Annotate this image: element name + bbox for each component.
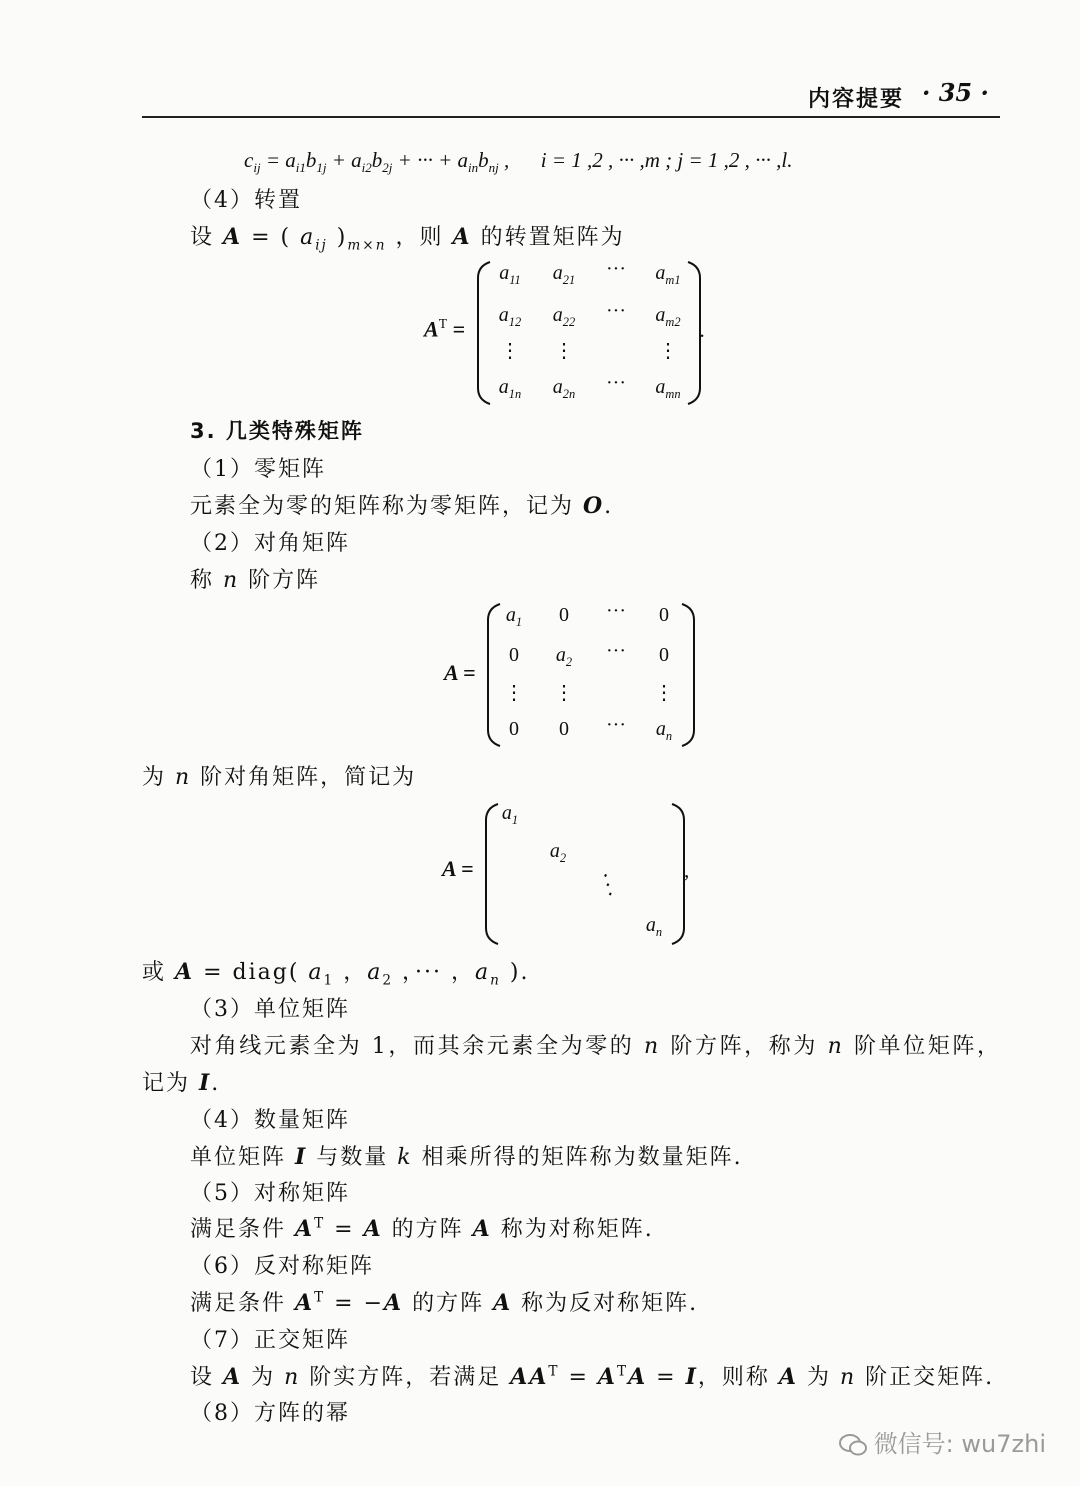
watermark [838, 1424, 1046, 1459]
heading-matrix-power: （8）方阵的幂 [190, 1401, 350, 1426]
section-3-title: 3. 几类特殊矩阵 [190, 419, 364, 443]
diag-short-lhs: A = [442, 856, 474, 881]
transpose-period: . [700, 318, 706, 342]
heading-zero-matrix: （1）零矩阵 [190, 457, 326, 482]
heading-orthogonal: （7）正交矩阵 [190, 1328, 350, 1353]
identity-definition-1: 对角线元素全为 1，而其余元素全为零的 n 阶方阵，称为 n 阶单位矩阵， [190, 1034, 1002, 1059]
heading-symmetric: （5）对称矩阵 [190, 1181, 350, 1206]
orthogonal-definition: 设 A 为 n 阶实方阵，若满足 $AA^T = A^TA = I$，则称 A 为 n 阶正交矩阵. [190, 1363, 995, 1390]
diag-lhs: A = [444, 660, 476, 685]
diagonal-after: 为 n 阶对角矩阵，简记为 [142, 765, 417, 790]
heading-identity: （3）单位矩阵 [190, 997, 350, 1022]
heading-antisymmetric: （6）反对称矩阵 [190, 1254, 374, 1279]
transpose-definition: 设 A = ( $a_{ij}$ )$_{m\times n}$ ，则 A 的转置矩阵为 [190, 224, 625, 254]
heading-transpose: （4）转置 [190, 188, 302, 213]
cij-formula: $c_{ij} = a_{i1}b_{1j} + a_{i2}b_{2j}$ + ··· + $a_{in}b_{nj}$ , i = 1 ,2 , ··· ,m ; j = 1 ,2 , ··· ,l. [244, 148, 793, 176]
watermark-text: 微信号: wu7zhi [873, 1430, 1046, 1458]
heading-diagonal-matrix: （2）对角矩阵 [190, 531, 350, 556]
wechat-icon [838, 1432, 868, 1458]
heading-scalar: （4）数量矩阵 [190, 1108, 350, 1133]
page-number: · 35 · [922, 78, 989, 107]
transpose-lhs: $A^T$ = [424, 316, 466, 342]
antisymmetric-definition: 满足条件 $A^T = -A$ 的方阵 A 称为反对称矩阵. [190, 1289, 699, 1316]
zero-matrix-definition: 元素全为零的矩阵称为零矩阵，记为 O. [190, 493, 614, 519]
diagonal-intro: 称 n 阶方阵 [190, 568, 321, 593]
symmetric-definition: 满足条件 $A^T = A$ 的方阵 A 称为对称矩阵. [190, 1215, 654, 1242]
running-header-title: 内容提要 [808, 87, 905, 112]
diag-short-comma: , [684, 858, 690, 882]
identity-definition-2: 记为 I. [142, 1070, 221, 1096]
header-rule [142, 116, 1000, 118]
diag-or: 或 A = diag( $a_1$ ，$a_2$ ，··· ，$a_n$ ). [142, 959, 530, 989]
scalar-definition: 单位矩阵 I 与数量 k 相乘所得的矩阵称为数量矩阵. [190, 1144, 743, 1170]
